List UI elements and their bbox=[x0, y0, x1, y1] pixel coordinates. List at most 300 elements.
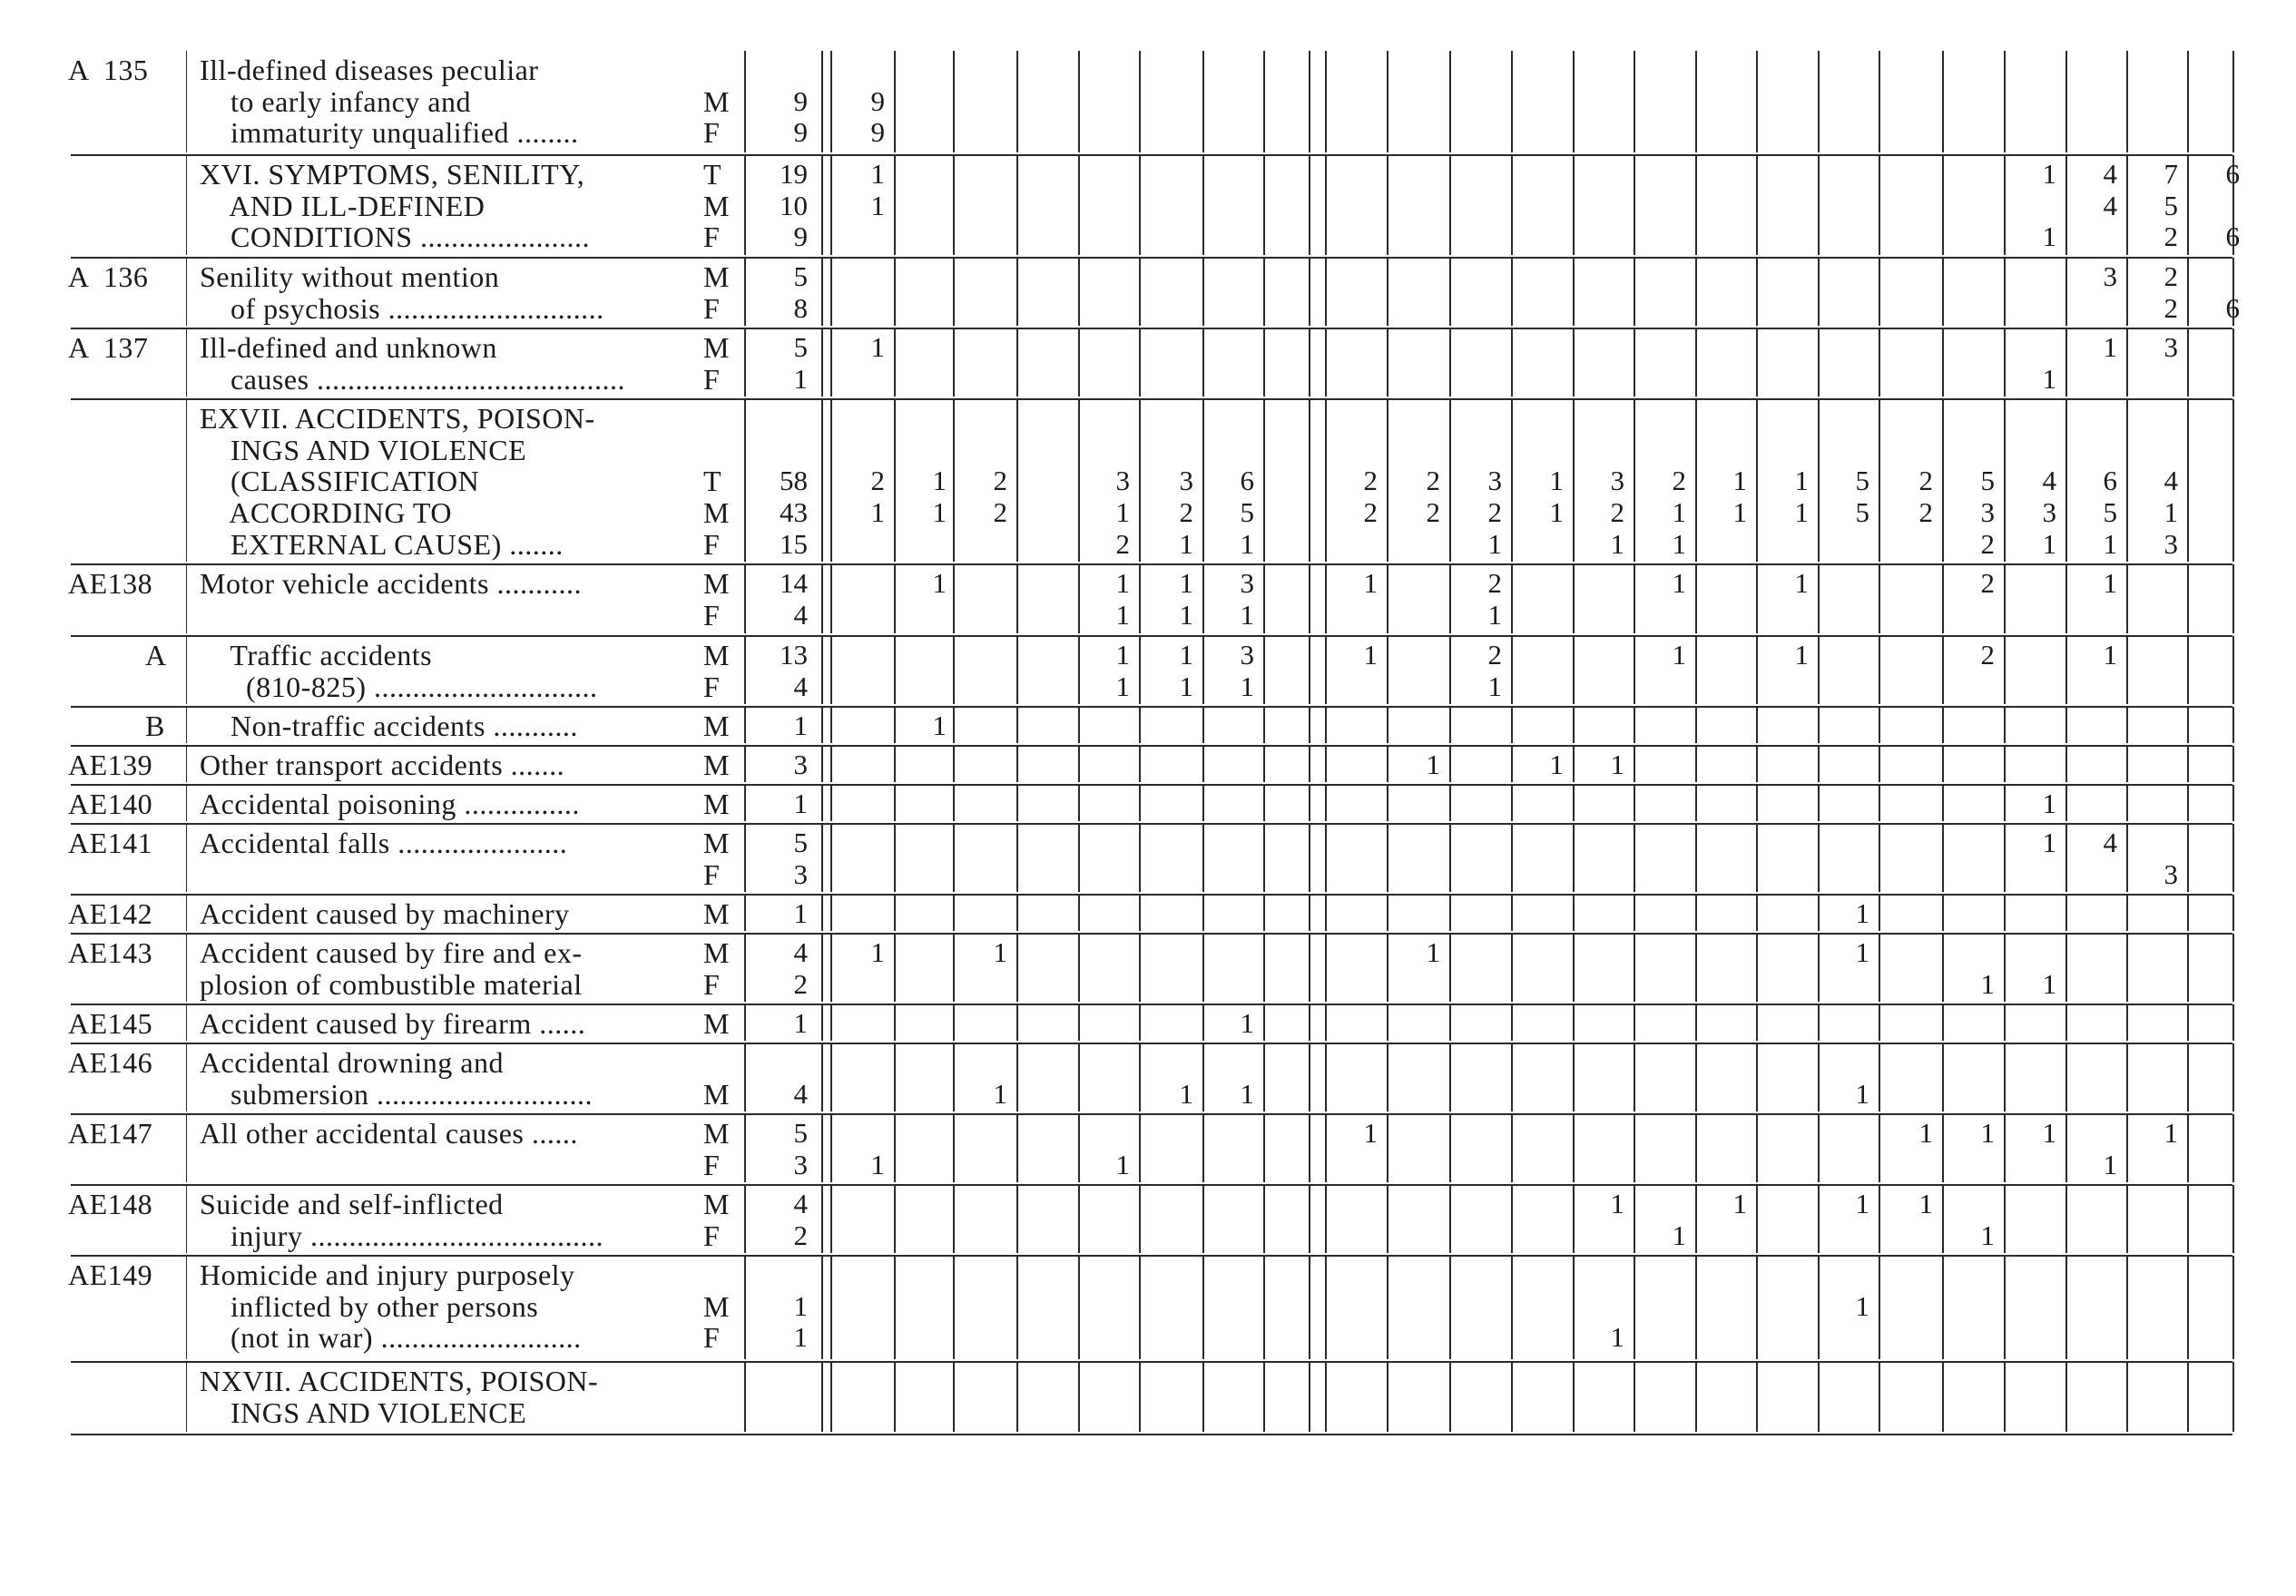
sex-indicator: F bbox=[703, 220, 721, 254]
column-rule bbox=[2232, 51, 2234, 152]
column-rule bbox=[2065, 328, 2067, 397]
column-rule bbox=[2126, 155, 2128, 255]
column-rule bbox=[1511, 1043, 1513, 1111]
column-rule bbox=[953, 155, 955, 255]
column-rule bbox=[1942, 934, 1944, 1002]
cell-value: 2 bbox=[1980, 567, 1995, 599]
column-rule bbox=[1202, 399, 1204, 562]
cell-value: 1 bbox=[2164, 1117, 2178, 1149]
column-rule bbox=[894, 1043, 896, 1111]
column-rule bbox=[2004, 1004, 2006, 1041]
column-rule bbox=[1016, 328, 1018, 397]
column-rule bbox=[1325, 636, 1327, 704]
column-rule bbox=[1573, 636, 1575, 704]
column-rule bbox=[953, 1043, 955, 1111]
cell-value: 1 bbox=[1179, 670, 1193, 702]
column-rule bbox=[2126, 258, 2128, 326]
column-rule bbox=[186, 399, 187, 562]
column-rule bbox=[1078, 824, 1080, 892]
cell-value: 1 bbox=[870, 189, 885, 221]
cell-value: 1 bbox=[1610, 1188, 1624, 1219]
column-rule bbox=[744, 895, 746, 931]
column-rule bbox=[1942, 1043, 1944, 1111]
total-value: 19 bbox=[780, 158, 808, 190]
column-rule bbox=[1078, 895, 1080, 931]
row-divider bbox=[71, 1255, 2232, 1257]
cause-code: AE149 bbox=[68, 1258, 153, 1291]
column-rule bbox=[1695, 1256, 1697, 1359]
column-rule bbox=[830, 564, 832, 633]
cell-value: 2 bbox=[870, 465, 885, 497]
column-rule bbox=[2126, 564, 2128, 633]
sex-indicator: M bbox=[703, 749, 730, 781]
cause-code: AE148 bbox=[68, 1188, 153, 1220]
column-rule bbox=[1202, 51, 1204, 152]
column-rule bbox=[830, 934, 832, 1002]
column-rule bbox=[1942, 785, 1944, 821]
total-value: 1 bbox=[793, 788, 808, 819]
column-rule bbox=[821, 399, 823, 562]
cause-code: AE142 bbox=[68, 897, 153, 930]
column-rule bbox=[953, 328, 955, 397]
column-rule bbox=[1449, 399, 1451, 562]
sex-indicator: F bbox=[703, 598, 721, 632]
cell-value: 2 bbox=[1918, 465, 1933, 497]
column-rule bbox=[1511, 1185, 1513, 1253]
column-rule bbox=[1309, 1362, 1310, 1432]
sex-indicator: F bbox=[703, 1148, 721, 1181]
column-rule bbox=[1202, 895, 1204, 931]
cell-value: 1 bbox=[1732, 465, 1747, 497]
column-rule bbox=[1695, 1185, 1697, 1253]
cause-description: Ill-defined diseases peculiar bbox=[200, 54, 539, 86]
column-rule bbox=[821, 258, 823, 326]
column-rule bbox=[1942, 746, 1944, 782]
column-rule bbox=[1263, 895, 1265, 931]
column-rule bbox=[1942, 1004, 1944, 1041]
cell-value: 5 bbox=[1855, 465, 1869, 497]
column-rule bbox=[1511, 1114, 1513, 1182]
column-rule bbox=[2004, 824, 2006, 892]
cause-description: Accidental drowning and bbox=[200, 1046, 504, 1079]
column-rule bbox=[744, 824, 746, 892]
column-rule bbox=[1449, 155, 1451, 255]
column-rule bbox=[821, 934, 823, 1002]
sex-indicator: F bbox=[703, 967, 721, 1001]
total-value: 58 bbox=[780, 465, 808, 497]
column-rule bbox=[830, 1185, 832, 1253]
column-rule bbox=[1139, 934, 1141, 1002]
cell-value: 2 bbox=[993, 465, 1007, 497]
column-rule bbox=[1139, 1256, 1141, 1359]
cell-value: 2 bbox=[1363, 496, 1378, 529]
column-rule bbox=[1202, 746, 1204, 782]
column-rule bbox=[2232, 1362, 2234, 1432]
cell-value: 1 bbox=[870, 936, 885, 968]
column-rule bbox=[894, 1362, 896, 1432]
column-rule bbox=[1325, 934, 1327, 1002]
column-rule bbox=[1756, 1256, 1758, 1359]
column-rule bbox=[1818, 785, 1820, 821]
column-rule bbox=[2004, 1043, 2006, 1111]
cell-value: 1 bbox=[1487, 598, 1502, 631]
column-rule bbox=[2187, 328, 2189, 397]
column-rule bbox=[1818, 564, 1820, 633]
cause-description: Other transport accidents ....... bbox=[200, 749, 565, 781]
column-rule bbox=[1634, 746, 1635, 782]
column-rule bbox=[953, 785, 955, 821]
cause-description: Traffic accidents bbox=[200, 639, 433, 671]
column-rule bbox=[1078, 1114, 1080, 1182]
column-rule bbox=[2187, 258, 2189, 326]
column-rule bbox=[1387, 328, 1388, 397]
column-rule bbox=[1263, 328, 1265, 397]
column-rule bbox=[2004, 1256, 2006, 1359]
column-rule bbox=[186, 258, 187, 326]
column-rule bbox=[2187, 155, 2189, 255]
column-rule bbox=[953, 1185, 955, 1253]
column-rule bbox=[1634, 399, 1635, 562]
column-rule bbox=[830, 636, 832, 704]
cause-code: A 137 bbox=[68, 331, 149, 364]
column-rule bbox=[1078, 934, 1080, 1002]
cell-value: 1 bbox=[1794, 567, 1809, 599]
column-rule bbox=[2232, 564, 2234, 633]
column-rule bbox=[1756, 1185, 1758, 1253]
column-rule bbox=[1818, 155, 1820, 255]
cell-value: 1 bbox=[1980, 1117, 1995, 1149]
cell-value: 3 bbox=[1240, 567, 1254, 599]
column-rule bbox=[2126, 746, 2128, 782]
cause-description: Accident caused by machinery bbox=[200, 897, 570, 930]
sex-indicator: M bbox=[703, 710, 730, 742]
column-rule bbox=[1879, 1185, 1880, 1253]
cell-value: 3 bbox=[1980, 496, 1995, 529]
total-value: 4 bbox=[793, 1077, 808, 1110]
row-divider bbox=[71, 706, 2232, 708]
column-rule bbox=[2065, 934, 2067, 1002]
cell-value: 1 bbox=[1549, 496, 1564, 529]
cell-value: 1 bbox=[1240, 1077, 1254, 1110]
column-rule bbox=[1942, 51, 1944, 152]
column-rule bbox=[1139, 564, 1141, 633]
column-rule bbox=[1202, 1362, 1204, 1432]
sex-indicator: M bbox=[703, 84, 730, 118]
column-rule bbox=[1202, 1185, 1204, 1253]
column-rule bbox=[1139, 746, 1141, 782]
total-value: 2 bbox=[793, 967, 808, 1000]
column-rule bbox=[821, 785, 823, 821]
column-rule bbox=[1573, 1043, 1575, 1111]
column-rule bbox=[953, 636, 955, 704]
cell-value: 1 bbox=[2042, 362, 2056, 395]
total-value: 3 bbox=[793, 749, 808, 780]
column-rule bbox=[1942, 399, 1944, 562]
column-rule bbox=[186, 1362, 187, 1432]
cell-value: 4 bbox=[2103, 827, 2117, 858]
column-rule bbox=[2004, 564, 2006, 633]
column-rule bbox=[1202, 564, 1204, 633]
sex-indicator: M bbox=[703, 260, 730, 293]
cause-description: causes ........................................ bbox=[200, 362, 626, 396]
cell-value: 1 bbox=[1549, 465, 1564, 497]
column-rule bbox=[953, 707, 955, 743]
total-value: 1 bbox=[793, 710, 808, 741]
total-value: 43 bbox=[780, 496, 808, 529]
column-rule bbox=[830, 328, 832, 397]
column-rule bbox=[1202, 707, 1204, 743]
column-rule bbox=[1511, 399, 1513, 562]
column-rule bbox=[1756, 1004, 1758, 1041]
column-rule bbox=[744, 1043, 746, 1111]
column-rule bbox=[744, 1362, 746, 1432]
column-rule bbox=[2004, 746, 2006, 782]
total-value: 5 bbox=[793, 827, 808, 858]
column-rule bbox=[1309, 155, 1310, 255]
column-rule bbox=[894, 746, 896, 782]
column-rule bbox=[1942, 564, 1944, 633]
column-rule bbox=[1263, 1114, 1265, 1182]
column-rule bbox=[1139, 1043, 1141, 1111]
column-rule bbox=[821, 1043, 823, 1111]
column-rule bbox=[1263, 564, 1265, 633]
column-rule bbox=[1309, 934, 1310, 1002]
column-rule bbox=[1573, 1004, 1575, 1041]
column-rule bbox=[1573, 1185, 1575, 1253]
column-rule bbox=[2004, 1114, 2006, 1182]
cell-value: 1 bbox=[2042, 967, 2056, 1000]
column-rule bbox=[1818, 51, 1820, 152]
cause-code: AE141 bbox=[68, 827, 153, 859]
column-rule bbox=[744, 258, 746, 326]
cell-value: 6 bbox=[2225, 220, 2240, 253]
cell-value: 1 bbox=[1732, 496, 1747, 529]
column-rule bbox=[1756, 934, 1758, 1002]
column-rule bbox=[1078, 258, 1080, 326]
cell-value: 1 bbox=[1240, 598, 1254, 631]
column-rule bbox=[1634, 328, 1635, 397]
cell-value: 2 bbox=[1980, 639, 1995, 671]
column-rule bbox=[1511, 707, 1513, 743]
column-rule bbox=[830, 399, 832, 562]
cell-value: 4 bbox=[2103, 158, 2117, 190]
column-rule bbox=[953, 399, 955, 562]
column-rule bbox=[821, 824, 823, 892]
column-rule bbox=[1879, 1256, 1880, 1359]
cell-value: 2 bbox=[1980, 527, 1995, 560]
column-rule bbox=[1325, 1043, 1327, 1111]
cell-value: 4 bbox=[2164, 465, 2178, 497]
column-rule bbox=[953, 934, 955, 1002]
sex-indicator: M bbox=[703, 639, 730, 671]
cell-value: 1 bbox=[2042, 220, 2056, 253]
column-rule bbox=[1202, 328, 1204, 397]
column-rule bbox=[830, 746, 832, 782]
cause-code: AE143 bbox=[68, 936, 153, 969]
cause-description: ACCORDING TO bbox=[200, 496, 452, 530]
cell-value: 1 bbox=[1179, 527, 1193, 560]
cell-value: 4 bbox=[2042, 465, 2056, 497]
column-rule bbox=[2065, 1004, 2067, 1041]
cell-value: 1 bbox=[1794, 496, 1809, 529]
cell-value: 2 bbox=[1487, 567, 1502, 599]
total-value: 4 bbox=[793, 936, 808, 968]
column-rule bbox=[2126, 399, 2128, 562]
row-divider bbox=[71, 1434, 2232, 1435]
column-rule bbox=[2187, 564, 2189, 633]
column-rule bbox=[894, 636, 896, 704]
column-rule bbox=[1942, 895, 1944, 931]
column-rule bbox=[186, 51, 187, 152]
column-rule bbox=[1879, 328, 1880, 397]
column-rule bbox=[2232, 785, 2234, 821]
column-rule bbox=[1695, 895, 1697, 931]
column-rule bbox=[2065, 155, 2067, 255]
column-rule bbox=[1325, 707, 1327, 743]
column-rule bbox=[1511, 564, 1513, 633]
cell-value: 3 bbox=[1487, 465, 1502, 497]
column-rule bbox=[1449, 824, 1451, 892]
cell-value: 1 bbox=[1115, 1148, 1130, 1180]
column-rule bbox=[1942, 824, 1944, 892]
column-rule bbox=[1695, 1043, 1697, 1111]
column-rule bbox=[1818, 1004, 1820, 1041]
column-rule bbox=[1387, 155, 1388, 255]
total-value: 14 bbox=[780, 567, 808, 599]
cell-value: 1 bbox=[993, 1077, 1007, 1110]
column-rule bbox=[1387, 564, 1388, 633]
column-rule bbox=[1511, 785, 1513, 821]
cause-description: Motor vehicle accidents ........... bbox=[200, 567, 582, 600]
sex-indicator: M bbox=[703, 1188, 730, 1220]
column-rule bbox=[2065, 564, 2067, 633]
column-rule bbox=[186, 746, 187, 782]
cause-description: XVI. SYMPTOMS, SENILITY, bbox=[200, 158, 585, 191]
cause-description: injury ...................................... bbox=[200, 1219, 603, 1252]
cell-value: 1 bbox=[870, 1148, 885, 1180]
column-rule bbox=[1942, 707, 1944, 743]
cell-value: 1 bbox=[1179, 567, 1193, 599]
column-rule bbox=[1309, 328, 1310, 397]
total-value: 3 bbox=[793, 1148, 808, 1180]
cell-value: 1 bbox=[1672, 639, 1686, 671]
column-rule bbox=[2187, 1185, 2189, 1253]
column-rule bbox=[1263, 258, 1265, 326]
column-rule bbox=[186, 1185, 187, 1253]
column-rule bbox=[1695, 785, 1697, 821]
column-rule bbox=[744, 1185, 746, 1253]
column-rule bbox=[1879, 895, 1880, 931]
column-rule bbox=[1942, 155, 1944, 255]
sex-indicator: M bbox=[703, 897, 730, 930]
column-rule bbox=[1139, 328, 1141, 397]
column-rule bbox=[830, 785, 832, 821]
cell-value: 2 bbox=[1179, 496, 1193, 529]
sex-indicator: F bbox=[703, 1321, 721, 1355]
column-rule bbox=[2004, 155, 2006, 255]
sex-indicator: F bbox=[703, 1219, 721, 1252]
cell-value: 1 bbox=[2042, 788, 2056, 819]
column-rule bbox=[1511, 746, 1513, 782]
sex-indicator: F bbox=[703, 291, 721, 325]
total-value: 15 bbox=[780, 527, 808, 560]
column-rule bbox=[2126, 707, 2128, 743]
cause-description: to early infancy and bbox=[200, 84, 471, 118]
column-rule bbox=[1511, 824, 1513, 892]
column-rule bbox=[1573, 399, 1575, 562]
column-rule bbox=[744, 51, 746, 152]
column-rule bbox=[1202, 934, 1204, 1002]
column-rule bbox=[1818, 1256, 1820, 1359]
column-rule bbox=[1942, 1114, 1944, 1182]
cause-description: Ill-defined and unknown bbox=[200, 331, 497, 364]
column-rule bbox=[1387, 934, 1388, 1002]
column-rule bbox=[186, 895, 187, 931]
cause-description: Non-traffic accidents ........... bbox=[200, 710, 578, 742]
column-rule bbox=[821, 155, 823, 255]
cell-value: 1 bbox=[1918, 1188, 1933, 1219]
column-rule bbox=[2187, 636, 2189, 704]
row-divider bbox=[71, 1361, 2232, 1363]
column-rule bbox=[186, 155, 187, 255]
column-rule bbox=[2004, 328, 2006, 397]
column-rule bbox=[821, 1114, 823, 1182]
row-divider bbox=[71, 894, 2232, 896]
cause-code: AE140 bbox=[68, 788, 153, 820]
column-rule bbox=[1573, 1362, 1575, 1432]
column-rule bbox=[1511, 1004, 1513, 1041]
cell-value: 2 bbox=[1426, 465, 1440, 497]
column-rule bbox=[953, 1256, 955, 1359]
row-divider bbox=[71, 1184, 2232, 1186]
cell-value: 5 bbox=[2103, 496, 2117, 529]
column-rule bbox=[186, 328, 187, 397]
column-rule bbox=[1139, 1004, 1141, 1041]
column-rule bbox=[1387, 1185, 1388, 1253]
column-rule bbox=[1202, 1004, 1204, 1041]
column-rule bbox=[2065, 1185, 2067, 1253]
column-rule bbox=[1139, 636, 1141, 704]
column-rule bbox=[1263, 1043, 1265, 1111]
column-rule bbox=[2065, 636, 2067, 704]
cell-value: 1 bbox=[1240, 1007, 1254, 1039]
total-value: 1 bbox=[793, 1007, 808, 1039]
column-rule bbox=[1879, 1043, 1880, 1111]
cell-value: 1 bbox=[1855, 1289, 1869, 1322]
column-rule bbox=[1695, 707, 1697, 743]
column-rule bbox=[1573, 51, 1575, 152]
column-rule bbox=[2187, 824, 2189, 892]
row-divider bbox=[71, 328, 2232, 329]
column-rule bbox=[830, 707, 832, 743]
column-rule bbox=[953, 51, 955, 152]
total-value: 10 bbox=[780, 189, 808, 221]
column-rule bbox=[744, 636, 746, 704]
column-rule bbox=[186, 1043, 187, 1111]
column-rule bbox=[186, 824, 187, 892]
column-rule bbox=[2232, 1185, 2234, 1253]
column-rule bbox=[744, 399, 746, 562]
column-rule bbox=[821, 707, 823, 743]
cause-description: plosion of combustible material bbox=[200, 967, 583, 1001]
column-rule bbox=[1016, 399, 1018, 562]
column-rule bbox=[1325, 785, 1327, 821]
cell-value: 6 bbox=[2225, 291, 2240, 324]
column-rule bbox=[1818, 746, 1820, 782]
column-rule bbox=[1325, 1114, 1327, 1182]
cell-value: 1 bbox=[1179, 598, 1193, 631]
column-rule bbox=[1695, 1004, 1697, 1041]
